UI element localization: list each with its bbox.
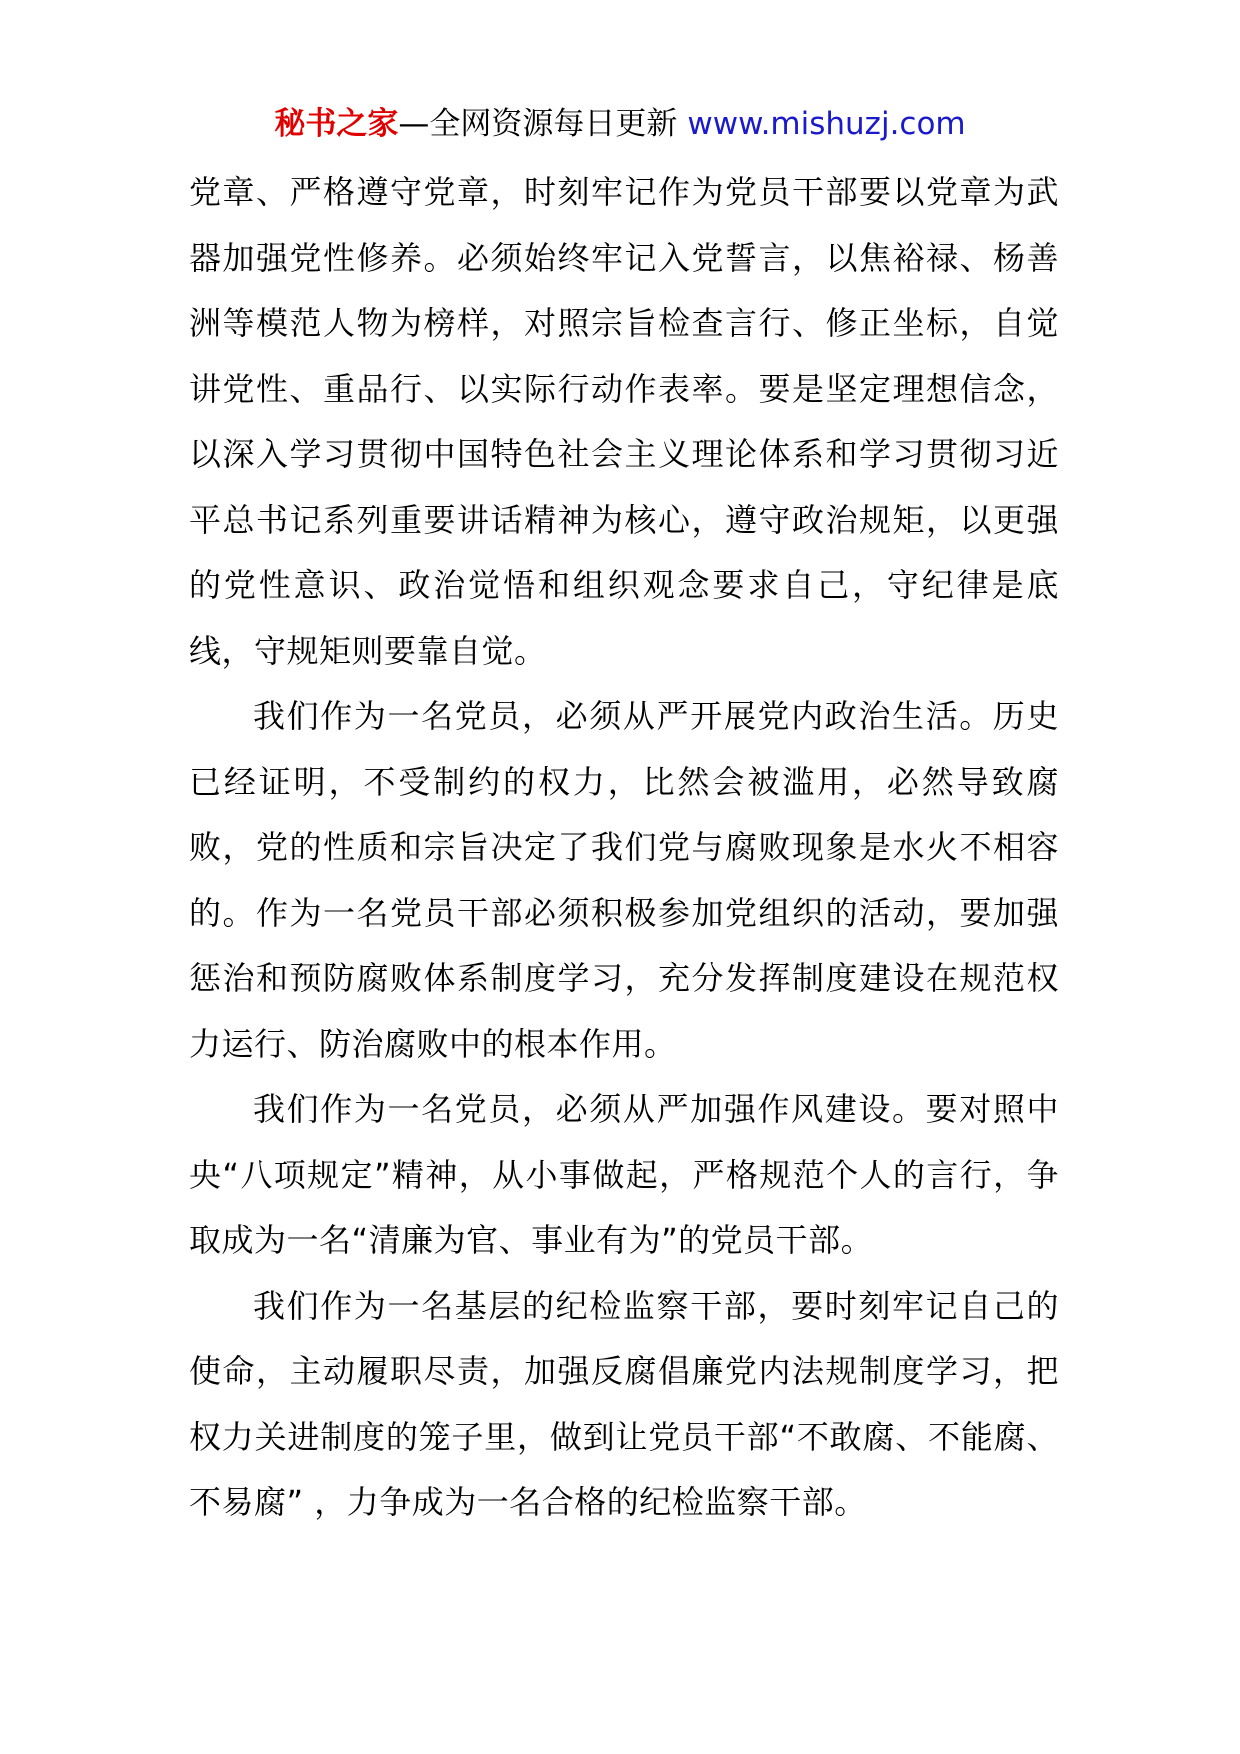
paragraph-4: 我们作为一名基层的纪检监察干部，要时刻牢记自己的使命，主动履职尽责，加强反腐倡廉党内法规制度学习，把权力关进制度的笼子里，做到让党员干部“不敢腐、不能腐、不易腐” ，力争成为一名合格的纪检监察干部。 [189,1286,1059,1521]
header-brand: 秘书之家 [274,106,399,142]
page-header [0,100,1240,148]
paragraph-1: 党章、严格遵守党章，时刻牢记作为党员干部要以党章为武器加强党性修养。必须始终牢记入党誓言，以焦裕禄、杨善洲等模范人物为榜样，对照宗旨检查言行、修正坐标，自觉讲党性、重品行、以实际行动作表率。要是坚定理想信念，以深入学习贯彻中国特色社会主义理论体系和学习贯彻习近平总书记系列重要讲话精神为核心，遵守政治规矩，以更强的党性意识、政治觉悟和组织观念要求自己，守纪律是底线，守规矩则要靠自觉。 [189,173,1059,670]
paragraph-3: 我们作为一名党员，必须从严加强作风建设。要对照中央“八项规定”精神，从小事做起，严格规范个人的言行，争取成为一名“清廉为官、事业有为”的党员干部。 [189,1090,1059,1259]
header-url-link[interactable]: www.mishuzj.com [687,106,966,142]
document-body [189,160,1059,1536]
header-tagline: —全网资源每日更新 [398,106,678,142]
paragraph-2: 我们作为一名党员，必须从严开展党内政治生活。历史已经证明，不受制约的权力，比然会被滥用，必然导致腐败，党的性质和宗旨决定了我们党与腐败现象是水火不相容的。作为一名党员干部必须积极参加党组织的活动，要加强惩治和预防腐败体系制度学习，充分发挥制度建设在规范权力运行、防治腐败中的根本作用。 [189,697,1059,1063]
